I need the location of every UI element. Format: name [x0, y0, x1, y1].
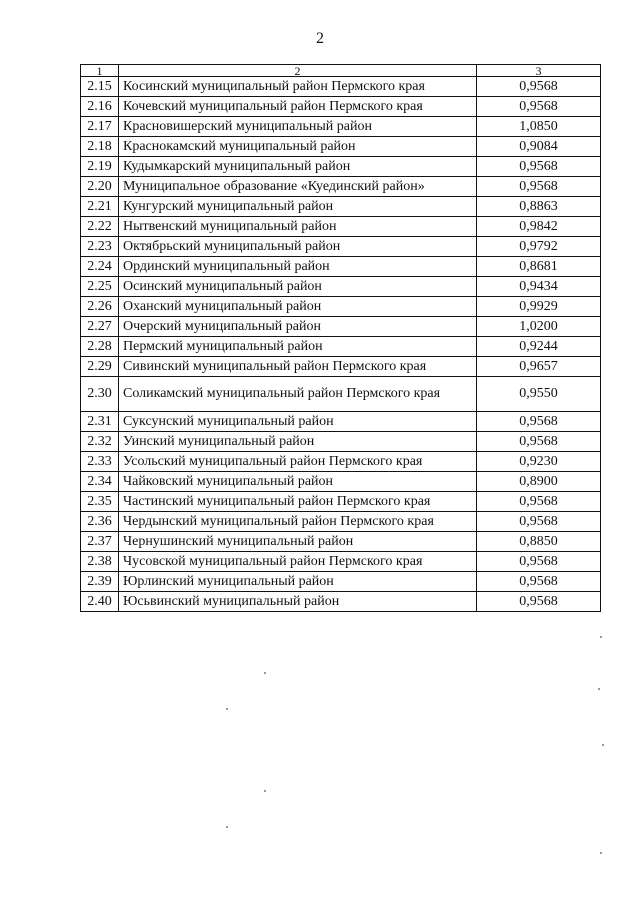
coefficient-cell: 0,8681	[477, 257, 601, 277]
row-number-cell: 2.22	[81, 217, 119, 237]
row-number-cell: 2.37	[81, 532, 119, 552]
table-row	[81, 592, 601, 612]
scan-speck	[226, 826, 228, 828]
coefficient-cell: 0,9568	[477, 177, 601, 197]
coefficients-table	[80, 64, 601, 612]
row-number-cell: 2.15	[81, 77, 119, 97]
row-number-cell: 2.26	[81, 297, 119, 317]
coefficient-cell: 0,9550	[477, 377, 601, 412]
table-row	[81, 357, 601, 377]
table-row	[81, 512, 601, 532]
row-number-cell: 2.29	[81, 357, 119, 377]
district-name-cell: Ординский муниципальный район	[119, 257, 477, 277]
coefficient-cell: 0,9568	[477, 432, 601, 452]
coefficient-cell: 0,8850	[477, 532, 601, 552]
coefficient-cell: 0,9230	[477, 452, 601, 472]
row-number-cell: 2.17	[81, 117, 119, 137]
row-number-cell: 2.32	[81, 432, 119, 452]
district-name-cell: Косинский муниципальный район Пермского края	[119, 77, 477, 97]
row-number-cell: 2.28	[81, 337, 119, 357]
row-number-cell: 2.25	[81, 277, 119, 297]
table-row	[81, 532, 601, 552]
district-name-cell: Усольский муниципальный район Пермского края	[119, 452, 477, 472]
coefficient-cell: 0,9568	[477, 492, 601, 512]
district-name-cell: Чернушинский муниципальный район	[119, 532, 477, 552]
table-row	[81, 237, 601, 257]
coefficient-cell: 0,9657	[477, 357, 601, 377]
district-name-cell: Чусовской муниципальный район Пермского края	[119, 552, 477, 572]
scan-speck	[264, 672, 266, 674]
table-row	[81, 197, 601, 217]
row-number-cell: 2.36	[81, 512, 119, 532]
coefficient-cell: 0,8900	[477, 472, 601, 492]
coefficient-cell: 0,9842	[477, 217, 601, 237]
table-row	[81, 137, 601, 157]
row-number-cell: 2.18	[81, 137, 119, 157]
table-row	[81, 572, 601, 592]
district-name-cell: Соликамский муниципальный район Пермского края	[119, 377, 477, 412]
table-row	[81, 552, 601, 572]
table-row	[81, 377, 601, 412]
coefficient-cell: 0,9244	[477, 337, 601, 357]
district-name-cell: Частинский муниципальный район Пермского края	[119, 492, 477, 512]
table-row	[81, 257, 601, 277]
district-name-cell: Кунгурский муниципальный район	[119, 197, 477, 217]
scan-speck	[598, 688, 600, 690]
table-row	[81, 277, 601, 297]
row-number-cell: 2.27	[81, 317, 119, 337]
table-row	[81, 432, 601, 452]
coefficient-cell: 0,9568	[477, 572, 601, 592]
scan-speck	[264, 790, 266, 792]
row-number-cell: 2.20	[81, 177, 119, 197]
district-name-cell: Чайковский муниципальный район	[119, 472, 477, 492]
table-row	[81, 412, 601, 432]
table-row	[81, 177, 601, 197]
coefficient-cell: 0,9084	[477, 137, 601, 157]
table-row	[81, 317, 601, 337]
coefficient-cell: 0,9792	[477, 237, 601, 257]
row-number-cell: 2.16	[81, 97, 119, 117]
district-name-cell: Кочевский муниципальный район Пермского края	[119, 97, 477, 117]
district-name-cell: Чердынский муниципальный район Пермского края	[119, 512, 477, 532]
coefficient-cell: 0,9929	[477, 297, 601, 317]
coefficient-cell: 0,9568	[477, 512, 601, 532]
coefficient-cell: 0,9568	[477, 552, 601, 572]
district-name-cell: Октябрьский муниципальный район	[119, 237, 477, 257]
row-number-cell: 2.39	[81, 572, 119, 592]
table-row	[81, 117, 601, 137]
table-row	[81, 472, 601, 492]
district-name-cell: Юсьвинский муниципальный район	[119, 592, 477, 612]
coefficient-cell: 1,0850	[477, 117, 601, 137]
header-col-2: 2	[119, 65, 477, 77]
district-name-cell: Суксунский муниципальный район	[119, 412, 477, 432]
table-row	[81, 77, 601, 97]
district-name-cell: Осинский муниципальный район	[119, 277, 477, 297]
table-row	[81, 492, 601, 512]
district-name-cell: Оханский муниципальный район	[119, 297, 477, 317]
row-number-cell: 2.33	[81, 452, 119, 472]
coefficient-cell: 0,9568	[477, 412, 601, 432]
row-number-cell: 2.30	[81, 377, 119, 412]
coefficient-cell: 0,9568	[477, 97, 601, 117]
coefficient-cell: 0,9568	[477, 157, 601, 177]
header-col-3: 3	[477, 65, 601, 77]
coefficient-cell: 0,9434	[477, 277, 601, 297]
district-name-cell: Очерский муниципальный район	[119, 317, 477, 337]
district-name-cell: Нытвенский муниципальный район	[119, 217, 477, 237]
district-name-cell: Краснокамский муниципальный район	[119, 137, 477, 157]
row-number-cell: 2.34	[81, 472, 119, 492]
scan-speck	[600, 852, 602, 854]
table-row	[81, 452, 601, 472]
row-number-cell: 2.40	[81, 592, 119, 612]
row-number-cell: 2.19	[81, 157, 119, 177]
table-row	[81, 337, 601, 357]
row-number-cell: 2.21	[81, 197, 119, 217]
coefficient-cell: 0,9568	[477, 77, 601, 97]
scan-speck	[226, 708, 228, 710]
coefficient-cell: 1,0200	[477, 317, 601, 337]
district-name-cell: Пермский муниципальный район	[119, 337, 477, 357]
row-number-cell: 2.31	[81, 412, 119, 432]
table-row	[81, 217, 601, 237]
row-number-cell: 2.38	[81, 552, 119, 572]
row-number-cell: 2.23	[81, 237, 119, 257]
row-number-cell: 2.35	[81, 492, 119, 512]
district-name-cell: Юрлинский муниципальный район	[119, 572, 477, 592]
row-number-cell: 2.24	[81, 257, 119, 277]
coefficient-cell: 0,8863	[477, 197, 601, 217]
scan-speck	[600, 636, 602, 638]
table-row	[81, 157, 601, 177]
scan-speck	[602, 744, 604, 746]
district-name-cell: Сивинский муниципальный район Пермского края	[119, 357, 477, 377]
page-number: 2	[316, 30, 324, 47]
district-name-cell: Красновишерский муниципальный район	[119, 117, 477, 137]
district-name-cell: Кудымкарский муниципальный район	[119, 157, 477, 177]
table-row	[81, 297, 601, 317]
header-col-1: 1	[81, 65, 119, 77]
table-row	[81, 97, 601, 117]
district-name-cell: Муниципальное образование «Куединский район»	[119, 177, 477, 197]
district-name-cell: Уинский муниципальный район	[119, 432, 477, 452]
table-body	[81, 77, 601, 612]
coefficient-cell: 0,9568	[477, 592, 601, 612]
table-header-row	[81, 65, 601, 77]
